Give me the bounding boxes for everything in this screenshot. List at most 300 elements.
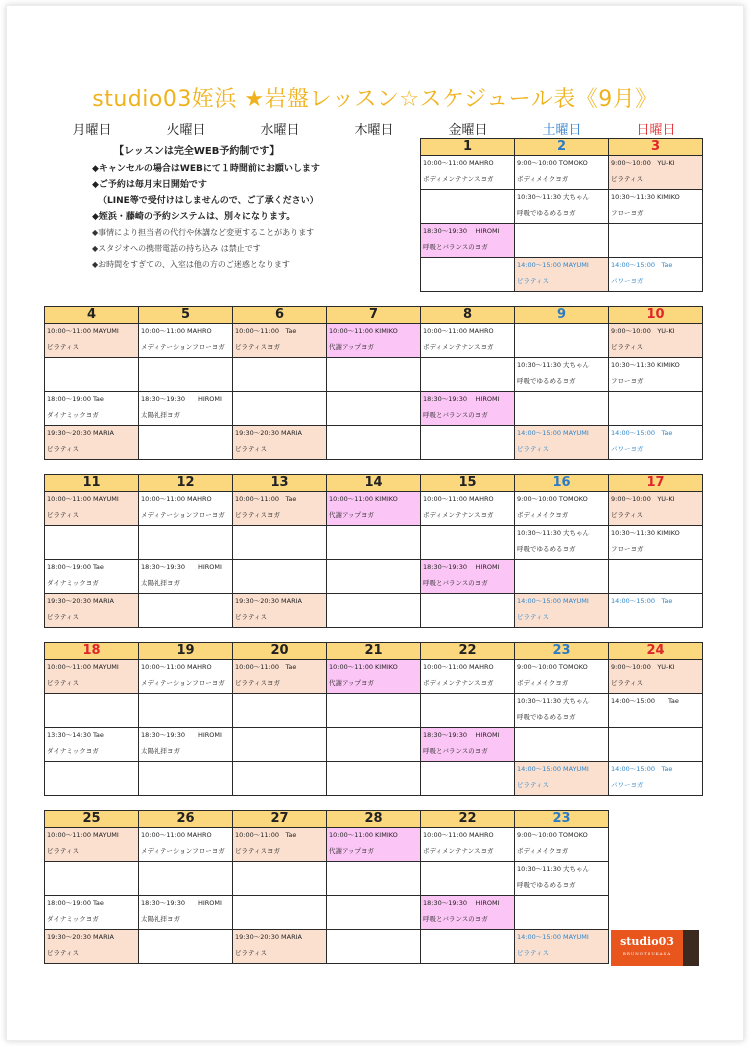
lesson-time: 14:00～15:00 MAYUMI — [517, 261, 589, 269]
lesson-name: ボディメンテナンスヨガ — [423, 175, 494, 183]
slot-row — [45, 526, 703, 560]
lesson-cell — [421, 190, 515, 224]
lesson-name: ピラティス — [517, 613, 549, 621]
slot-row — [421, 156, 703, 190]
lesson-cell — [515, 492, 609, 526]
lesson-cell — [139, 526, 233, 560]
lesson-name: ピラティス — [235, 949, 267, 957]
lesson-cell — [139, 930, 233, 964]
lesson-cell — [609, 560, 703, 594]
lesson-name: 太陽礼拝ヨガ — [141, 915, 180, 923]
lesson-time: 18:30～19:30 HIROMI — [423, 899, 500, 907]
lesson-cell — [421, 728, 515, 762]
date-cell: 19 — [139, 643, 233, 660]
date-cell: 18 — [45, 643, 139, 660]
slot-row — [421, 258, 703, 292]
lesson-time: 10:00～11:00 MAYUMI — [47, 327, 119, 335]
lesson-name: ピラティスヨガ — [235, 511, 280, 519]
lesson-cell — [421, 930, 515, 964]
lesson-cell — [45, 526, 139, 560]
lesson-cell — [327, 828, 421, 862]
lesson-time: 18:00～19:00 Tae — [47, 899, 104, 907]
lesson-time: 18:30～19:30 HIROMI — [423, 227, 500, 235]
lesson-time: 18:30～19:30 HIROMI — [141, 899, 222, 907]
lesson-cell — [421, 358, 515, 392]
date-cell: 13 — [233, 475, 327, 492]
lesson-cell — [233, 896, 327, 930]
lesson-cell — [421, 896, 515, 930]
lesson-name: ボディメンテナンスヨガ — [423, 343, 494, 351]
lesson-cell — [515, 426, 609, 460]
lesson-time: 14:00～15:00 Tae — [611, 597, 673, 605]
lesson-cell — [609, 728, 703, 762]
lesson-cell — [45, 492, 139, 526]
slot-row — [45, 594, 703, 628]
lesson-cell — [139, 392, 233, 426]
notice-heading: 【レッスンは完全WEB予約制です】 — [114, 146, 280, 157]
lesson-cell — [609, 426, 703, 460]
lesson-time: 19:30～20:30 MARIA — [47, 429, 114, 437]
lesson-name: ピラティス — [47, 679, 79, 687]
slot-row — [421, 224, 703, 258]
notice-line: ◆スタジオへの携帯電話の持ち込み は禁止です — [92, 244, 261, 253]
lesson-name: 呼吸でゆるめるヨガ — [517, 209, 576, 217]
date-cell: 27 — [233, 811, 327, 828]
lesson-time: 18:30～19:30 HIROMI — [423, 731, 500, 739]
lesson-cell — [421, 258, 515, 292]
lesson-name: フローヨガ — [611, 377, 644, 385]
lesson-cell — [421, 694, 515, 728]
notice-line: ◆ご予約は毎月末日開始です — [92, 180, 207, 190]
lesson-time: 9:00～10:00 TOMOKO — [517, 831, 588, 839]
notice-line: （LINE等で受付けはしませんので、ご了承ください） — [98, 196, 319, 206]
lesson-time: 14:00～15:00 Tae — [611, 261, 673, 269]
lesson-name: ピラティス — [611, 679, 643, 687]
date-cell: 16 — [515, 475, 609, 492]
lesson-time: 10:00～11:00 MAHRO — [141, 327, 212, 335]
lesson-name: ボディメンテナンスヨガ — [423, 511, 494, 519]
date-cell: 7 — [327, 307, 421, 324]
lesson-name: ボディメイクヨガ — [517, 679, 569, 687]
lesson-cell — [327, 896, 421, 930]
lesson-cell — [139, 560, 233, 594]
dow-friday: 金曜日 — [448, 123, 488, 138]
lesson-name: パワーヨガ — [611, 277, 644, 285]
lesson-cell — [139, 762, 233, 796]
date-cell: 5 — [139, 307, 233, 324]
date-cell: 21 — [327, 643, 421, 660]
lesson-name: 呼吸とバランスのヨガ — [423, 411, 488, 419]
notice-line: ◆お時間をすぎての、入室は他の方のご迷惑となります — [92, 260, 290, 269]
lesson-cell — [609, 594, 703, 628]
lesson-time: 10:00～11:00 MAHRO — [423, 159, 494, 167]
lesson-cell — [515, 594, 609, 628]
lesson-cell — [327, 492, 421, 526]
lesson-name: 太陽礼拝ヨガ — [141, 579, 180, 587]
logo-mark — [611, 930, 683, 966]
lesson-name: ピラティス — [517, 781, 549, 789]
lesson-name: 呼吸でゆるめるヨガ — [517, 377, 576, 385]
date-cell: 3 — [609, 139, 703, 156]
date-cell: 23 — [515, 643, 609, 660]
lesson-time: 14:00～15:00 MAYUMI — [517, 597, 589, 605]
slot-row — [45, 392, 703, 426]
lesson-time: 18:30～19:30 HIROMI — [141, 563, 222, 571]
lesson-time: 9:00～10:00 YU-KI — [611, 495, 675, 503]
lesson-name: 呼吸でゆるめるヨガ — [517, 545, 576, 553]
lesson-time: 14:00～15:00 MAYUMI — [517, 429, 589, 437]
lesson-cell — [515, 526, 609, 560]
lesson-name: 呼吸とバランスのヨガ — [423, 747, 488, 755]
lesson-cell — [327, 694, 421, 728]
dow-tuesday: 火曜日 — [166, 123, 206, 138]
lesson-cell — [515, 660, 609, 694]
date-cell: 17 — [609, 475, 703, 492]
lesson-time: 19:30～20:30 MARIA — [47, 597, 114, 605]
lesson-name: 代謝アップヨガ — [329, 343, 375, 351]
lesson-cell — [327, 324, 421, 358]
week-table — [44, 642, 703, 796]
lesson-cell — [327, 426, 421, 460]
lesson-time: 10:00～11:00 Tae — [235, 495, 297, 503]
lesson-cell — [45, 594, 139, 628]
lesson-cell — [45, 828, 139, 862]
lesson-name: ダイナミックヨガ — [47, 747, 99, 755]
lesson-name: ダイナミックヨガ — [47, 579, 99, 587]
lesson-time: 13:30～14:30 Tae — [47, 731, 104, 739]
lesson-time: 9:00～10:00 TOMOKO — [517, 495, 588, 503]
lesson-name: ピラティス — [235, 445, 267, 453]
dow-saturday: 土曜日 — [542, 123, 582, 138]
date-cell: 8 — [421, 307, 515, 324]
notice-line: ◆姪浜・藤崎の予約システムは、別々になります。 — [92, 212, 296, 222]
lesson-cell — [45, 560, 139, 594]
lesson-cell — [327, 594, 421, 628]
lesson-name: 太陽礼拝ヨガ — [141, 411, 180, 419]
date-cell: 25 — [45, 811, 139, 828]
lesson-name: メディテーションフローヨガ — [141, 847, 225, 855]
lesson-name: 呼吸でゆるめるヨガ — [517, 881, 576, 889]
lesson-cell — [609, 224, 703, 258]
lesson-time: 10:30～11:30 大ちゃん — [517, 529, 590, 537]
lesson-time: 18:00～19:00 Tae — [47, 395, 104, 403]
lesson-time: 9:00～10:00 YU-KI — [611, 159, 675, 167]
lesson-cell — [515, 358, 609, 392]
lesson-name: 代謝アップヨガ — [329, 679, 375, 687]
lesson-time: 9:00～10:00 TOMOKO — [517, 663, 588, 671]
lesson-cell — [421, 324, 515, 358]
week-table — [44, 306, 703, 460]
slot-row — [45, 560, 703, 594]
lesson-time: 14:00～15:00 Tae — [611, 765, 673, 773]
lesson-time: 10:00～11:00 MAHRO — [141, 495, 212, 503]
lesson-time: 10:30～11:30 大ちゃん — [517, 361, 590, 369]
lesson-name: ピラティス — [517, 445, 549, 453]
lesson-time: 10:00～11:00 MAHRO — [423, 831, 494, 839]
lesson-name: ピラティスヨガ — [235, 679, 280, 687]
lesson-cell — [421, 862, 515, 896]
lesson-name: メディテーションフローヨガ — [141, 343, 225, 351]
lesson-cell — [233, 828, 327, 862]
lesson-cell — [609, 694, 703, 728]
lesson-cell — [233, 324, 327, 358]
lesson-name: 代謝アップヨガ — [329, 847, 375, 855]
lesson-cell — [421, 392, 515, 426]
lesson-time: 19:30～20:30 MARIA — [235, 933, 302, 941]
lesson-cell — [421, 156, 515, 190]
lesson-time: 9:00～10:00 TOMOKO — [517, 159, 588, 167]
lesson-cell — [609, 526, 703, 560]
lesson-cell — [139, 694, 233, 728]
lesson-name: ピラティス — [47, 445, 79, 453]
slot-row — [45, 762, 703, 796]
lesson-time: 19:30～20:30 MARIA — [235, 597, 302, 605]
lesson-name: 代謝アップヨガ — [329, 511, 375, 519]
slot-row — [45, 930, 609, 964]
date-cell: 26 — [139, 811, 233, 828]
slot-row — [45, 896, 609, 930]
lesson-name: フローヨガ — [611, 545, 644, 553]
lesson-name: パワーヨガ — [611, 445, 644, 453]
lesson-cell — [45, 694, 139, 728]
lesson-cell — [327, 660, 421, 694]
logo-sub: BRUNOTSUKASA — [622, 951, 672, 956]
dow-wednesday: 水曜日 — [260, 123, 300, 138]
lesson-cell — [515, 828, 609, 862]
lesson-cell — [139, 426, 233, 460]
lesson-time: 10:30～11:30 KIMIKO — [611, 193, 680, 201]
date-cell: 22 — [421, 811, 515, 828]
lesson-cell — [515, 324, 609, 358]
week-table — [44, 810, 609, 964]
lesson-cell — [233, 392, 327, 426]
lesson-cell — [139, 594, 233, 628]
lesson-cell — [515, 156, 609, 190]
lesson-cell — [327, 862, 421, 896]
lesson-cell — [609, 190, 703, 224]
lesson-time: 10:00～11:00 KIMIKO — [329, 831, 398, 839]
lesson-cell — [327, 526, 421, 560]
lesson-name: ピラティスヨガ — [235, 847, 280, 855]
logo-accent — [683, 930, 699, 966]
lesson-time: 18:30～19:30 HIROMI — [423, 563, 500, 571]
lesson-time: 14:00～15:00 MAYUMI — [517, 933, 589, 941]
date-cell: 2 — [515, 139, 609, 156]
lesson-cell — [327, 560, 421, 594]
lesson-cell — [233, 358, 327, 392]
slot-row — [45, 862, 609, 896]
lesson-cell — [139, 660, 233, 694]
page-title: studio03姪浜 ★岩盤レッスン☆スケジュール表《9月》 — [92, 87, 658, 112]
lesson-name: ピラティス — [47, 847, 79, 855]
date-header-row — [45, 643, 703, 660]
lesson-name: ピラティス — [611, 511, 643, 519]
lesson-cell — [139, 358, 233, 392]
lesson-time: 10:00～11:00 KIMIKO — [329, 663, 398, 671]
lesson-name: ピラティス — [47, 949, 79, 957]
date-cell: 23 — [515, 811, 609, 828]
dow-thursday: 木曜日 — [354, 123, 394, 138]
dow-sunday: 日曜日 — [636, 123, 676, 138]
lesson-cell — [515, 392, 609, 426]
lesson-time: 19:30～20:30 MARIA — [47, 933, 114, 941]
lesson-cell — [515, 560, 609, 594]
lesson-cell — [45, 762, 139, 796]
lesson-cell — [233, 862, 327, 896]
slot-row — [45, 728, 703, 762]
lesson-cell — [421, 426, 515, 460]
lesson-cell — [139, 324, 233, 358]
lesson-time: 10:00～11:00 MAYUMI — [47, 663, 119, 671]
lesson-time: 10:00～11:00 KIMIKO — [329, 327, 398, 335]
lesson-cell — [139, 896, 233, 930]
slot-row — [45, 324, 703, 358]
notice-line: ◆事情により担当者の代行や休講など変更することがあります — [92, 228, 315, 237]
date-header-row — [421, 139, 703, 156]
lesson-name: ボディメンテナンスヨガ — [423, 679, 494, 687]
lesson-time: 10:30～11:30 大ちゃん — [517, 865, 590, 873]
lesson-cell — [45, 728, 139, 762]
lesson-cell — [45, 660, 139, 694]
date-cell: 15 — [421, 475, 515, 492]
lesson-cell — [45, 862, 139, 896]
lesson-cell — [327, 930, 421, 964]
lesson-time: 9:00～10:00 YU-KI — [611, 327, 675, 335]
lesson-cell — [609, 660, 703, 694]
lesson-name: メディテーションフローヨガ — [141, 679, 225, 687]
week-table — [44, 474, 703, 628]
lesson-cell — [233, 728, 327, 762]
lesson-time: 10:00～11:00 MAHRO — [423, 663, 494, 671]
lesson-cell — [515, 694, 609, 728]
date-cell: 10 — [609, 307, 703, 324]
lesson-time: 18:00～19:00 Tae — [47, 563, 104, 571]
lesson-name: ピラティス — [47, 343, 79, 351]
lesson-name: ボディメイクヨガ — [517, 847, 569, 855]
lesson-name: ダイナミックヨガ — [47, 411, 99, 419]
lesson-name: ピラティス — [235, 613, 267, 621]
date-cell: 20 — [233, 643, 327, 660]
lesson-name: メディテーションフローヨガ — [141, 511, 225, 519]
lesson-cell — [421, 762, 515, 796]
lesson-cell — [233, 526, 327, 560]
lesson-cell — [515, 190, 609, 224]
lesson-cell — [609, 324, 703, 358]
lesson-cell — [233, 762, 327, 796]
lesson-name: 呼吸とバランスのヨガ — [423, 915, 488, 923]
lesson-time: 10:00～11:00 MAYUMI — [47, 495, 119, 503]
lesson-cell — [233, 930, 327, 964]
lesson-name: パワーヨガ — [611, 781, 644, 789]
lesson-cell — [421, 660, 515, 694]
lesson-cell — [45, 324, 139, 358]
lesson-cell — [45, 896, 139, 930]
lesson-name: 呼吸とバランスのヨガ — [423, 579, 488, 587]
lesson-cell — [515, 258, 609, 292]
lesson-cell — [515, 762, 609, 796]
lesson-time: 10:30～11:30 大ちゃん — [517, 697, 590, 705]
lesson-time: 10:00～11:00 Tae — [235, 831, 297, 839]
lesson-cell — [233, 426, 327, 460]
lesson-name: ボディメンテナンスヨガ — [423, 847, 494, 855]
date-cell: 28 — [327, 811, 421, 828]
lesson-cell — [233, 560, 327, 594]
lesson-time: 10:00～11:00 MAHRO — [141, 831, 212, 839]
date-header-row — [45, 475, 703, 492]
lesson-name: ピラティスヨガ — [235, 343, 280, 351]
lesson-time: 10:00～11:00 MAHRO — [141, 663, 212, 671]
date-cell: 9 — [515, 307, 609, 324]
lesson-time: 10:00～11:00 Tae — [235, 663, 297, 671]
lesson-cell — [515, 224, 609, 258]
date-header-row — [45, 811, 609, 828]
lesson-name: ボディメイクヨガ — [517, 511, 569, 519]
lesson-time: 10:30～11:30 大ちゃん — [517, 193, 590, 201]
lesson-cell — [609, 156, 703, 190]
studio-logo — [611, 930, 699, 966]
reservation-notice — [92, 144, 422, 273]
lesson-cell — [233, 660, 327, 694]
lesson-time: 10:30～11:30 KIMIKO — [611, 529, 680, 537]
lesson-cell — [515, 862, 609, 896]
slot-row — [45, 426, 703, 460]
lesson-name: 呼吸でゆるめるヨガ — [517, 713, 576, 721]
slot-row — [421, 190, 703, 224]
lesson-cell — [609, 358, 703, 392]
date-cell: 22 — [421, 643, 515, 660]
slot-row — [45, 660, 703, 694]
lesson-time: 10:00～11:00 MAHRO — [423, 495, 494, 503]
lesson-name: ピラティス — [611, 175, 643, 183]
lesson-cell — [45, 358, 139, 392]
lesson-cell — [421, 492, 515, 526]
lesson-time: 14:00～15:00 Tae — [611, 697, 679, 705]
lesson-cell — [327, 392, 421, 426]
lesson-time: 18:30～19:30 HIROMI — [141, 731, 222, 739]
lesson-cell — [421, 560, 515, 594]
lesson-name: ボディメイクヨガ — [517, 175, 569, 183]
lesson-cell — [609, 492, 703, 526]
lesson-cell — [609, 392, 703, 426]
lesson-cell — [609, 762, 703, 796]
date-header-row — [45, 307, 703, 324]
week-table — [420, 138, 703, 292]
date-cell: 11 — [45, 475, 139, 492]
lesson-cell — [421, 594, 515, 628]
lesson-time: 10:00～11:00 MAYUMI — [47, 831, 119, 839]
lesson-cell — [609, 258, 703, 292]
lesson-cell — [421, 828, 515, 862]
lesson-time: 9:00～10:00 YU-KI — [611, 663, 675, 671]
lesson-time: 19:30～20:30 MARIA — [235, 429, 302, 437]
lesson-cell — [327, 762, 421, 796]
date-cell: 24 — [609, 643, 703, 660]
lesson-cell — [45, 426, 139, 460]
date-cell: 14 — [327, 475, 421, 492]
lesson-time: 18:30～19:30 HIROMI — [423, 395, 500, 403]
lesson-cell — [327, 728, 421, 762]
lesson-name: ピラティス — [611, 343, 643, 351]
lesson-cell — [421, 526, 515, 560]
slot-row — [45, 358, 703, 392]
date-cell: 12 — [139, 475, 233, 492]
lesson-name: ピラティス — [47, 613, 79, 621]
lesson-cell — [233, 594, 327, 628]
lesson-cell — [515, 728, 609, 762]
lesson-cell — [515, 896, 609, 930]
date-cell: 4 — [45, 307, 139, 324]
lesson-cell — [139, 828, 233, 862]
